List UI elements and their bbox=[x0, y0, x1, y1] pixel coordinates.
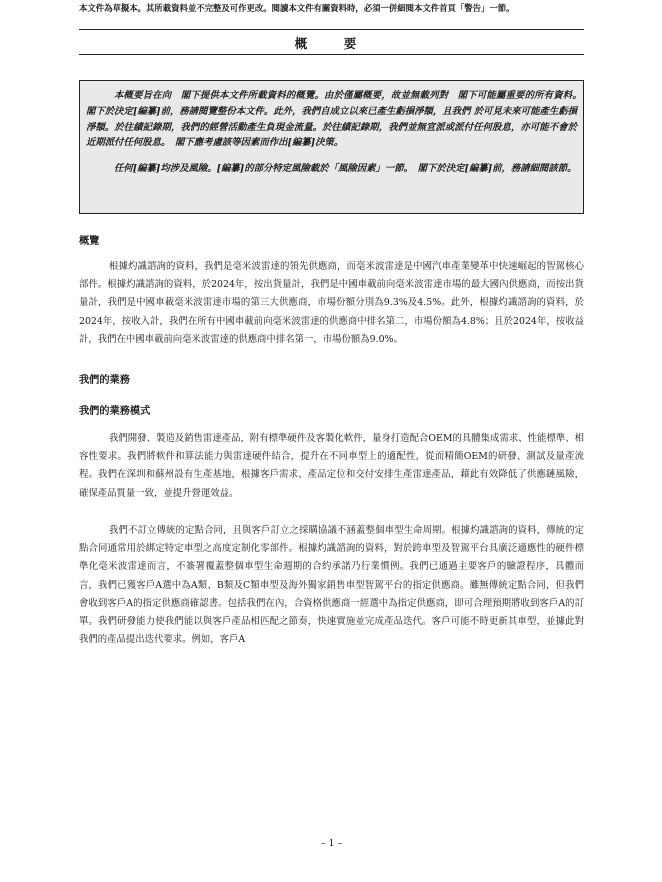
business-heading: 我們的業務 bbox=[79, 375, 130, 386]
page-number: – 1 – bbox=[320, 838, 343, 849]
title-rule-bottom bbox=[79, 54, 584, 55]
notice-paragraph-2: 任何[編纂]均涉及風險。[編纂]的部分特定風險載於「風險因素」一節。 閣下於決定[編纂]前，務請細閱該節。 bbox=[114, 163, 577, 175]
business-model-heading: 我們的業務模式 bbox=[79, 406, 151, 417]
overview-heading: 概覽 bbox=[79, 236, 100, 247]
overview-paragraph: 根據灼識諮詢的資料，我們是毫米波雷達的領先供應商，而毫米波雷達是中國汽車產業變革中快速崛起的智駕核心部件。根據灼識諮詢的資料，於2024年，按出貨量計，我們是中國車載前向毫米波雷達市場的最大國內供應商，而按出貨量計，我們是中國車載毫米波雷達市場的第三大供應商，市場份額分別為9.3%及4.5%。此外，根據灼識諮詢的資料，於2024年，按收入計，我們在所有中國車載前向毫米波雷達的供應商中排名第二，市場份額為4.8%；且於2024年，按收益計，我們在中國車載前向毫米波雷達的供應商中排名第一，市場份額為9.0%。 bbox=[79, 261, 584, 345]
page-title: 概 要 bbox=[294, 36, 369, 51]
business-model-paragraph-1: 我們開發、製造及銷售雷達產品，附有標準硬件及客製化軟件，量身打造配合OEM的具體集成需求、性能標準、相容性要求。我們將軟件和算法能力與雷達硬件結合，提升在不同車型上的適配性，從而精簡OEM的研發、測試及量產流程。我們在深圳和蘇州設有生產基地，根據客戶需求、產品定位和交付安排生產雷達產品，藉此有效降低了供應鏈風險，確保產品質量一致，並提升營運效益。 bbox=[79, 433, 584, 499]
notice-paragraph-1: 本概要旨在向 閣下提供本文件所載資料的概覽。由於僅屬概要，故並無載列對 閣下可能屬重要的所有資料。 閣下於決定[編纂]前，務請閱覽整份本文件。此外，我們自成立以來已產生虧損淨額，且我們 於可見未來可能產生虧損淨額。於往績記錄期，我們的經營活動產生負現金流量。於往績記錄期，我們並無宣派或派付任何股息，亦可能不會於近期派付任何股息。 閣下應考慮該等因素而作出[編纂]決策。 bbox=[86, 90, 587, 149]
business-model-paragraph-2: 我們不訂立傳統的定點合同，且與客戶訂立之採購協議不涵蓋整個車型生命周期。根據灼識諮詢的資料，傳統的定點合同通常用於綁定特定車型之高度定制化零部件。根據灼識諮詢的資料，對於跨車型及智駕平台具廣泛適應性的硬件標準化毫米波雷達而言，不簽署覆蓋整個車型生命週期的合約承諾乃行業慣例。我們已通過主要客戶的驗證程序，具體而言，我們已獲客戶A選中為A類、B類及C類車型及海外獨家銷售車型智駕平台的指定供應商。雖無傳統定點合同，但我們會收到客戶A的指定供應商確認書。包括我們在內，合資格供應商一經選中為指定供應商，即可合理預期將收到客戶A的訂單。我們研發能力使我們能以與客戶產品相匹配之節奏，快速實施並完成產品迭代。客戶可能不時更新其車型，並據此對我們的產品提出迭代要求。例如，客戶A bbox=[79, 525, 584, 646]
draft-disclaimer: 本文件為草擬本。其所載資料並不完整及可作更改。閱讀本文件有關資料時，必須一併細閱本文件首頁「警告」一節。 bbox=[79, 3, 515, 13]
title-rule-top bbox=[79, 29, 584, 30]
summary-notice-box bbox=[79, 80, 587, 214]
